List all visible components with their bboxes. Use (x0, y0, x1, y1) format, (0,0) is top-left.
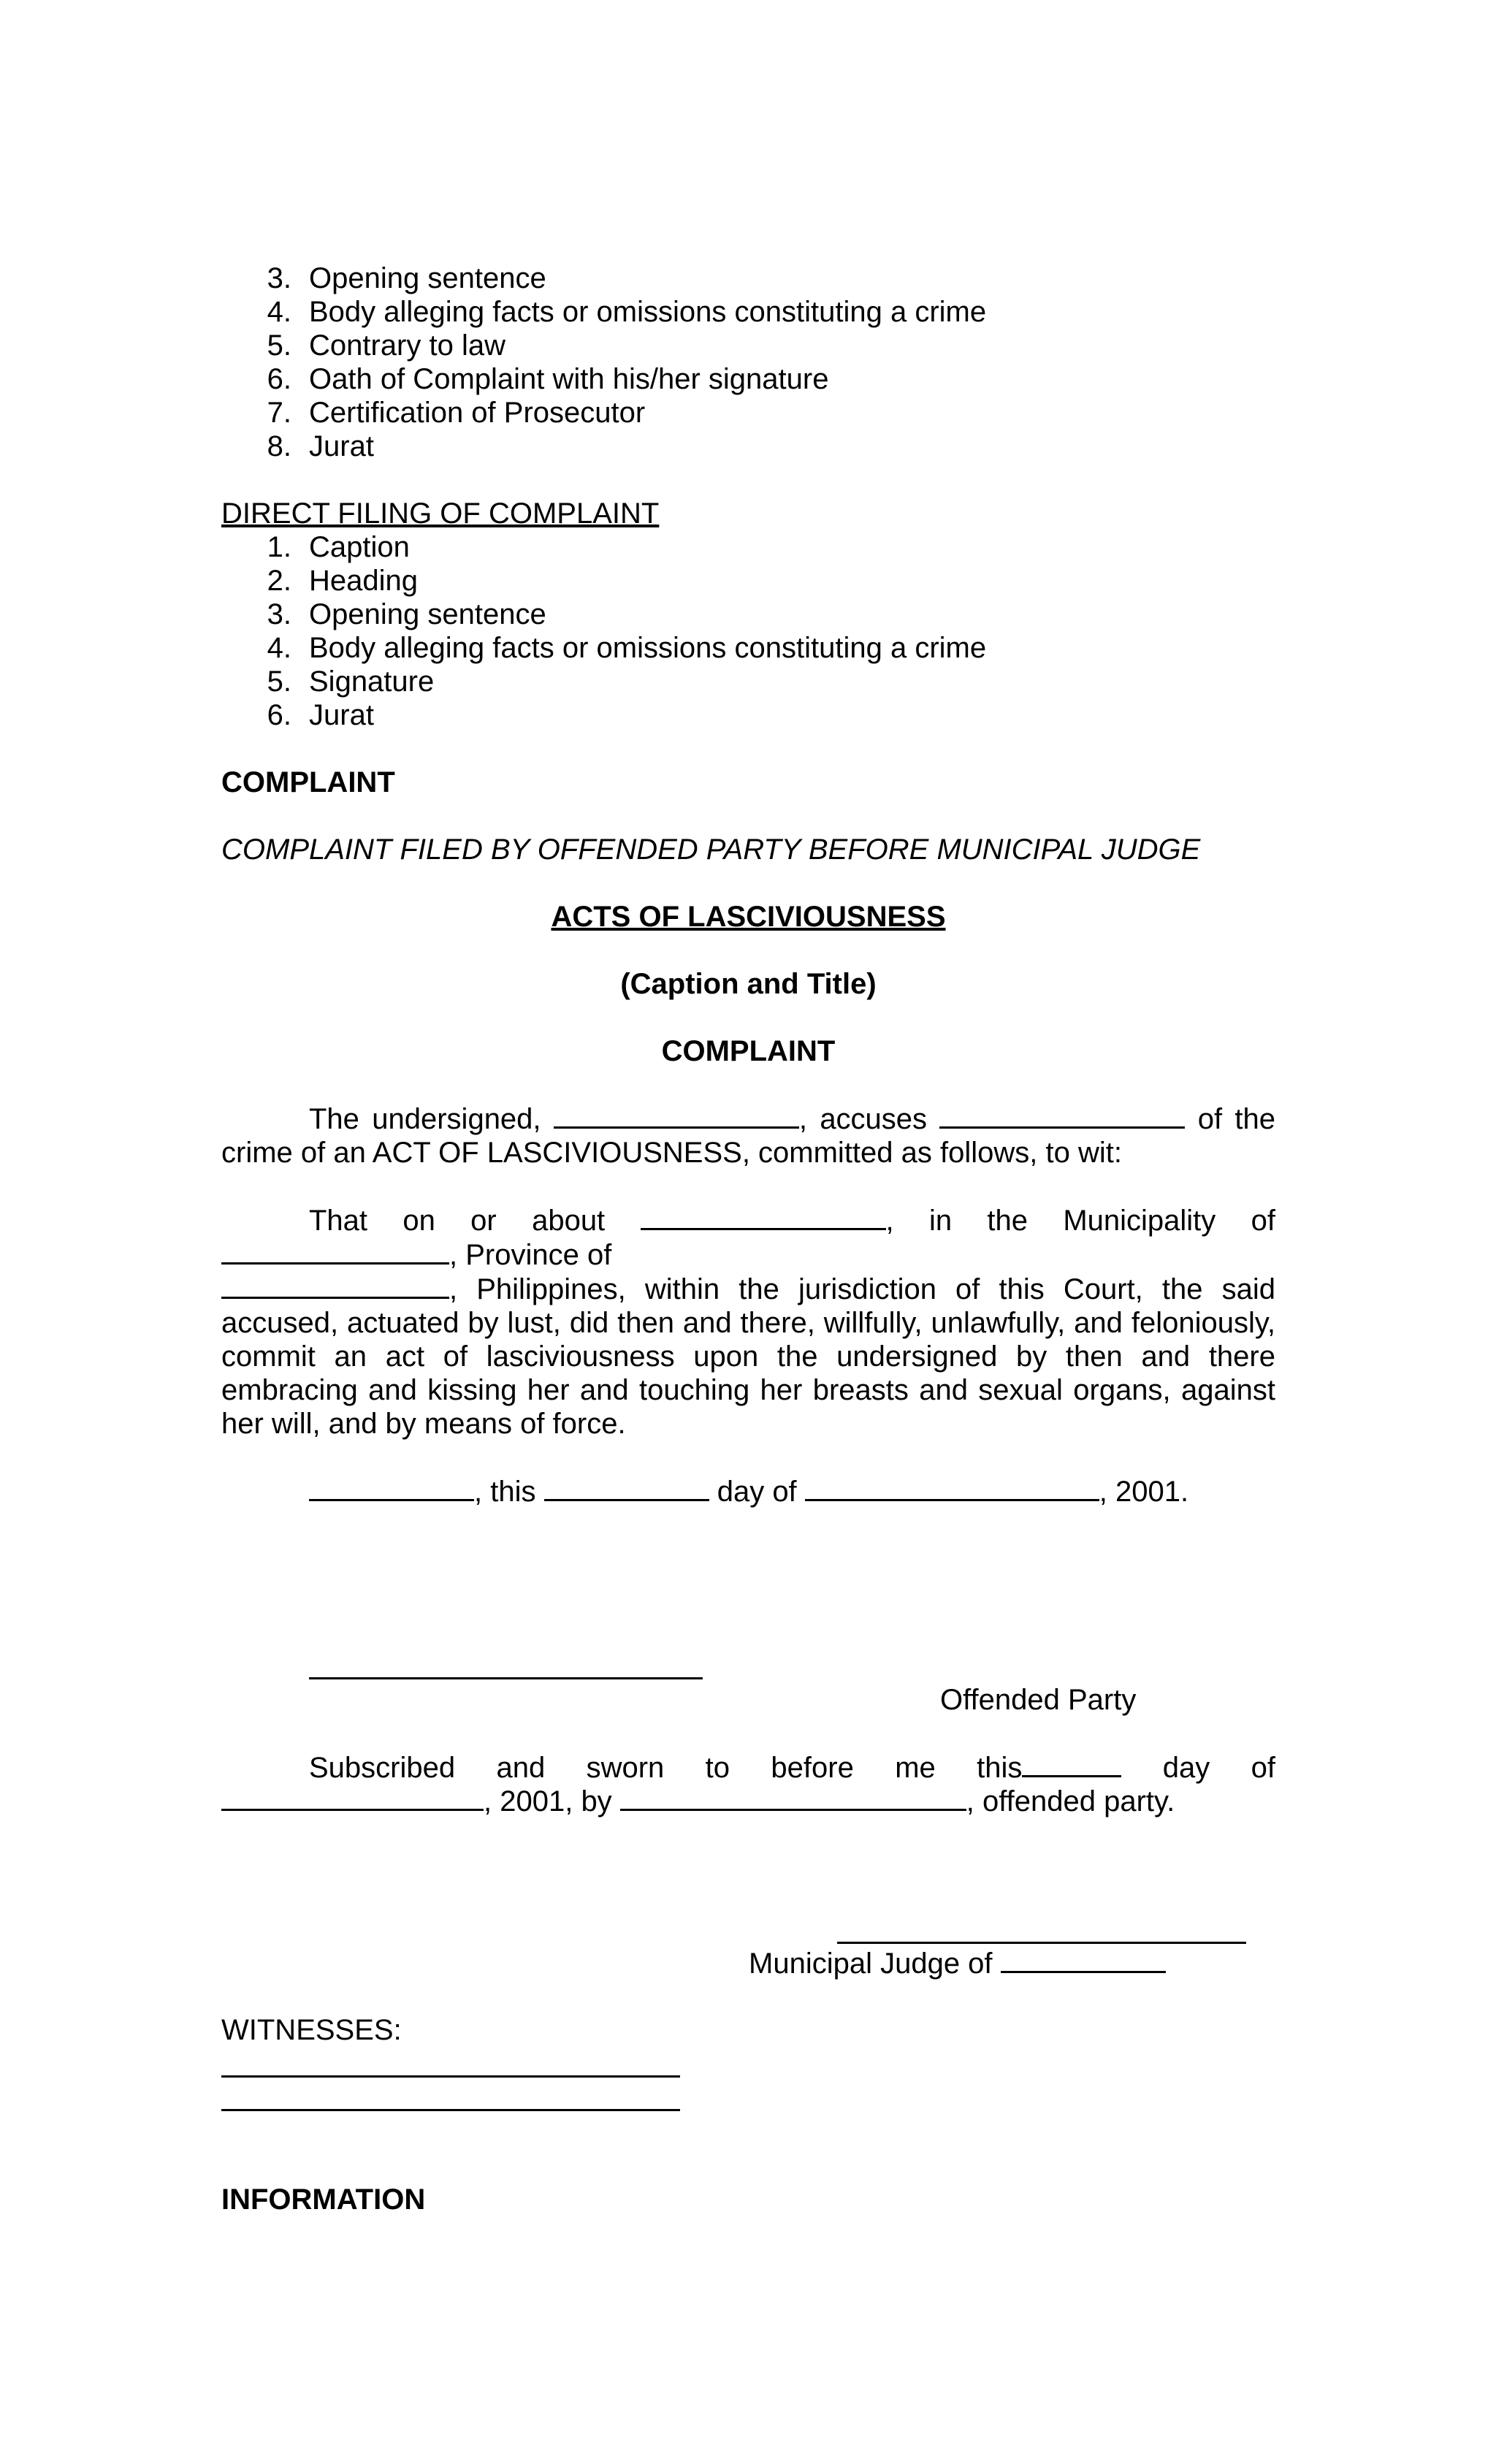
sworn-month-blank (221, 1784, 484, 1811)
list-item-number: 6. (267, 363, 291, 395)
form-title: ACTS OF LASCIVIOUSNESS (551, 901, 946, 933)
complaint-elements-list (221, 262, 1275, 463)
judge-municipality-blank (1001, 1946, 1166, 1973)
list-item-number: 5. (267, 329, 291, 362)
complainant-blank (554, 1102, 799, 1129)
caption-note: (Caption and Title) (620, 968, 877, 1000)
list-item (221, 530, 1275, 564)
offended-party-signature-line (309, 1677, 703, 1679)
allegation-paragraph (221, 1203, 1275, 1441)
list-item (221, 631, 1275, 665)
accused-blank (939, 1102, 1185, 1129)
list-item-text: Heading (309, 565, 419, 597)
allegation-line-1: That on or about , in the Municipality of (309, 1205, 1275, 1237)
form-heading: COMPLAINT (661, 1035, 836, 1067)
list-item (221, 698, 1275, 732)
list-item (221, 295, 1275, 329)
day-blank (544, 1474, 709, 1501)
municipal-judge-line: Municipal Judge of (749, 1946, 1166, 1980)
list-item (221, 329, 1275, 362)
list-item (221, 564, 1275, 598)
place-blank (309, 1474, 474, 1501)
witness-line-1 (221, 2075, 680, 2078)
list-item-text: Signature (309, 665, 435, 698)
list-item-number: 4. (267, 296, 291, 328)
list-item-text: Caption (309, 531, 410, 563)
allegation-line-2: , Province of (221, 1237, 1275, 1272)
offended-party-label: Offended Party (940, 1684, 1137, 1716)
complaint-subheading: COMPLAINT FILED BY OFFENDED PARTY BEFORE MUNICIPAL JUDGE (221, 834, 1201, 866)
list-item-number: 4. (267, 632, 291, 664)
date-blank (641, 1203, 886, 1230)
list-item (221, 262, 1275, 295)
list-item-text: Oath of Complaint with his/her signature (309, 363, 829, 395)
sworn-line-2: , 2001, by , offended party. (221, 1784, 1175, 1818)
document-page (221, 262, 1276, 2216)
list-item (221, 665, 1275, 698)
list-item (221, 430, 1275, 463)
direct-filing-list (221, 530, 1275, 732)
sworn-line-1: Subscribed and sworn to before me this day of (309, 1752, 1276, 1784)
allegation-body: , Philippines, within the jurisdiction of this Court, the said accused, actuated by lust, did then and there, willfully, unlawfully, and feloniously, commit an act of lasciviousness upon the undersigned by then and there embracing and kissing her and touching her breasts and sexual organs, against her will, and by means of force. (221, 1273, 1275, 1440)
list-item-text: Body alleging facts or omissions constituting a crime (309, 632, 987, 664)
month-blank (805, 1474, 1099, 1501)
municipality-blank (221, 1237, 449, 1265)
list-item-text: Certification of Prosecutor (309, 397, 646, 429)
list-item-text: Jurat (309, 699, 374, 731)
judge-signature-line (837, 1942, 1246, 1944)
witnesses-label: WITNESSES: (221, 2014, 402, 2046)
list-item-number: 6. (267, 699, 291, 731)
direct-filing-heading: DIRECT FILING OF COMPLAINT (221, 497, 660, 530)
complaint-heading: COMPLAINT (221, 766, 395, 798)
date-line: , this day of , 2001. (221, 1474, 1275, 1508)
list-item (221, 598, 1275, 631)
list-item-number: 7. (267, 397, 291, 429)
list-item (221, 362, 1275, 396)
list-item-text: Body alleging facts or omissions constituting a crime (309, 296, 987, 328)
list-item-number: 3. (267, 598, 291, 630)
list-item-text: Jurat (309, 430, 374, 462)
witness-line-2 (221, 2109, 680, 2111)
list-item-number: 2. (267, 565, 291, 597)
list-item-number: 8. (267, 430, 291, 462)
list-item-text: Contrary to law (309, 329, 505, 362)
sworn-party-blank (620, 1784, 966, 1811)
list-item (221, 396, 1275, 430)
list-item-number: 1. (267, 531, 291, 563)
list-item-text: Opening sentence (309, 598, 546, 630)
information-heading: INFORMATION (221, 2183, 426, 2216)
list-item-number: 3. (267, 262, 291, 294)
sworn-day-blank (1022, 1750, 1121, 1777)
opening-paragraph: The undersigned, , accuses of the crime of an ACT OF LASCIVIOUSNESS, committed as follows, to wit: (221, 1103, 1275, 1169)
list-item-text: Opening sentence (309, 262, 546, 294)
province-blank (221, 1272, 449, 1299)
list-item-number: 5. (267, 665, 291, 698)
